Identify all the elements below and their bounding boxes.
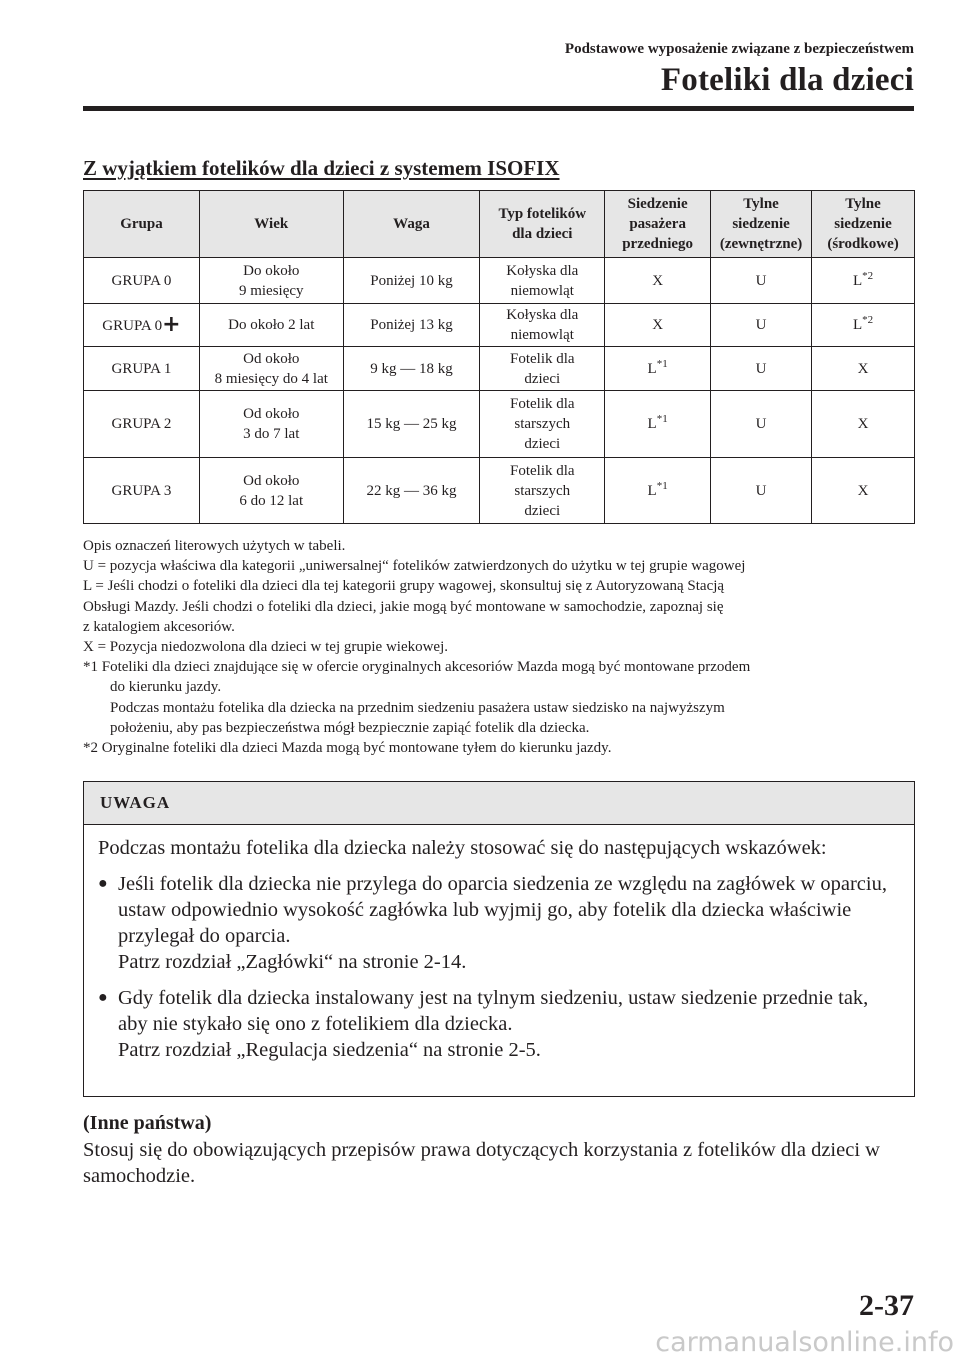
- cell-wiek: Od około 8 miesięcy do 4 lat: [199, 347, 343, 391]
- table-row: [84, 258, 915, 304]
- caution-list: [98, 871, 898, 1063]
- cell-wiek: Do około 9 miesięcy: [199, 258, 343, 304]
- cell-rear-middle: $L^{*2}$: [812, 258, 915, 304]
- header-waga: Waga: [343, 191, 480, 258]
- note-line: z katalogiem akcesoriów.: [83, 618, 235, 635]
- cell-typ: Kołyska dla niemowląt: [480, 304, 605, 347]
- note-line: do kierunku jazdy.: [110, 679, 222, 696]
- cell-grupa: GRUPA 0+: [84, 304, 200, 347]
- cell-wiek: Do około 2 lat: [199, 304, 343, 347]
- list-item: ● Jeśli fotelik dla dziecka nie przylega do oparcia siedzenia ze względu na zagłówek w oparciu, ustaw odpowiednio wysokość zagłówka lub wyjmij go, aby fotelik dla dziecka właściwie przylegał do oparcia. Patrz rozdział „Zagłówki“ na stronie 2-14.: [98, 871, 898, 975]
- page-reference: Patrz rozdział „Regulacja siedzenia“ na stronie 2-5.: [118, 1039, 541, 1061]
- caution-body: [84, 825, 914, 1063]
- cell-rear-outer: U: [711, 347, 812, 391]
- page-reference: Patrz rozdział „Zagłówki“ na stronie 2-14.: [118, 951, 467, 973]
- header-grupa: Grupa: [84, 191, 200, 258]
- header-rear-middle: Tylne siedzenie (środkowe): [812, 191, 915, 258]
- cell-wiek: Od około 3 do 7 lat: [199, 391, 343, 458]
- cell-grupa: GRUPA 3: [84, 458, 200, 524]
- note-line: X = Pozycja niedozwolona dla dzieci w tej grupie wiekowej.: [83, 639, 449, 656]
- note-line: Obsługi Mazdy. Jeśli chodzi o foteliki dla dzieci, jakie mogą być montowane w samochodzie, zapoznaj się: [83, 598, 724, 615]
- cell-wiek: Od około 6 do 12 lat: [199, 458, 343, 524]
- cell-typ: Fotelik dla dzieci: [480, 347, 605, 391]
- table-row: [84, 304, 915, 347]
- table-row: [84, 347, 915, 391]
- table-row: [84, 458, 915, 524]
- header-rear-outer: Tylne siedzenie (zewnętrzne): [711, 191, 812, 258]
- table-legend-notes: [83, 536, 923, 758]
- note-line: L = Jeśli chodzi o foteliki dla dzieci dla tej kategorii grupy wagowej, skonsultuj się z Autoryzowaną Stacją: [83, 578, 725, 595]
- cell-typ: Fotelik dla starszych dzieci: [480, 391, 605, 458]
- table-header-row: [84, 191, 915, 258]
- header-wiek: Wiek: [199, 191, 343, 258]
- caution-heading: UWAGA: [84, 782, 914, 825]
- cell-rear-middle: X: [812, 347, 915, 391]
- cell-rear-outer: U: [711, 258, 812, 304]
- header-front-seat: Siedzenie pasażera przedniego: [605, 191, 711, 258]
- cell-grupa: GRUPA 0: [84, 258, 200, 304]
- plus-icon: +: [162, 311, 181, 337]
- other-countries-text: Stosuj się do obowiązujących przepisów prawa dotyczących korzystania z fotelików dla dzieci w samochodzie.: [83, 1139, 880, 1187]
- watermark: carmanualsonline.info: [655, 1327, 954, 1358]
- cell-rear-middle: X: [812, 391, 915, 458]
- other-countries-title: (Inne państwa): [83, 1112, 212, 1134]
- cell-rear-outer: U: [711, 304, 812, 347]
- cell-rear-outer: U: [711, 391, 812, 458]
- cell-grupa: GRUPA 1: [84, 347, 200, 391]
- cell-rear-middle: X: [812, 458, 915, 524]
- cell-waga: 9 kg — 18 kg: [343, 347, 480, 391]
- cell-typ: Kołyska dla niemowląt: [480, 258, 605, 304]
- note-line: Podczas montażu fotelika dla dziecka na przednim siedzeniu pasażera ustaw siedzisko na najwyższym: [110, 699, 725, 716]
- cell-waga: 22 kg — 36 kg: [343, 458, 480, 524]
- table-row: [84, 391, 915, 458]
- cell-waga: 15 kg — 25 kg: [343, 391, 480, 458]
- cell-waga: Poniżej 13 kg: [343, 304, 480, 347]
- note-line: Opis oznaczeń literowych użytych w tabeli.: [83, 538, 346, 554]
- page-number: 2-37: [859, 1289, 914, 1322]
- caution-box: [83, 781, 915, 1097]
- cell-typ: Fotelik dla starszych dzieci: [480, 458, 605, 524]
- note-line: *1 Foteliki dla dzieci znajdujące się w ofercie oryginalnych akcesoriów Mazda mogą być montowane przodem: [83, 659, 751, 676]
- cell-front: $L^{*1}$: [605, 347, 711, 391]
- bullet-icon: ●: [98, 989, 108, 1006]
- caution-intro: Podczas montażu fotelika dla dziecka należy stosować się do następujących wskazówek:: [98, 837, 827, 859]
- note-line: *2 Oryginalne foteliki dla dzieci Mazda mogą być montowane tyłem do kierunku jazdy.: [83, 740, 612, 757]
- cell-rear-outer: U: [711, 458, 812, 524]
- chapter-subtitle: Podstawowe wyposażenie związane z bezpieczeństwem: [564, 41, 914, 57]
- header-typ: Typ fotelików dla dzieci: [480, 191, 605, 258]
- cell-waga: Poniżej 10 kg: [343, 258, 480, 304]
- cell-grupa: GRUPA 2: [84, 391, 200, 458]
- chapter-title: Foteliki dla dzieci: [660, 62, 914, 98]
- section-title: Z wyjątkiem fotelików dla dzieci z systemem ISOFIX: [83, 156, 560, 180]
- cell-front: $L^{*1}$: [605, 458, 711, 524]
- cell-front: X: [605, 258, 711, 304]
- note-line: U = pozycja właściwa dla kategorii „uniwersalnej“ fotelików zatwierdzonych do użytku w tej grupie wagowej: [83, 558, 746, 575]
- bullet-icon: ●: [98, 875, 108, 892]
- list-item: ● Gdy fotelik dla dziecka instalowany jest na tylnym siedzeniu, ustaw siedzenie przednie tak, aby nie stykało się ono z fotelikiem dla dziecka. Patrz rozdział „Regulacja siedzenia“ na stronie 2-5.: [98, 985, 898, 1063]
- child-seat-table: [83, 190, 915, 524]
- note-line: położeniu, aby pas bezpieczeństwa mógł bezpiecznie zapiąć fotelik dla dziecka.: [110, 719, 590, 736]
- cell-front: X: [605, 304, 711, 347]
- cell-rear-middle: $L^{*2}$: [812, 304, 915, 347]
- cell-front: $L^{*1}$: [605, 391, 711, 458]
- header-rule: [83, 106, 914, 111]
